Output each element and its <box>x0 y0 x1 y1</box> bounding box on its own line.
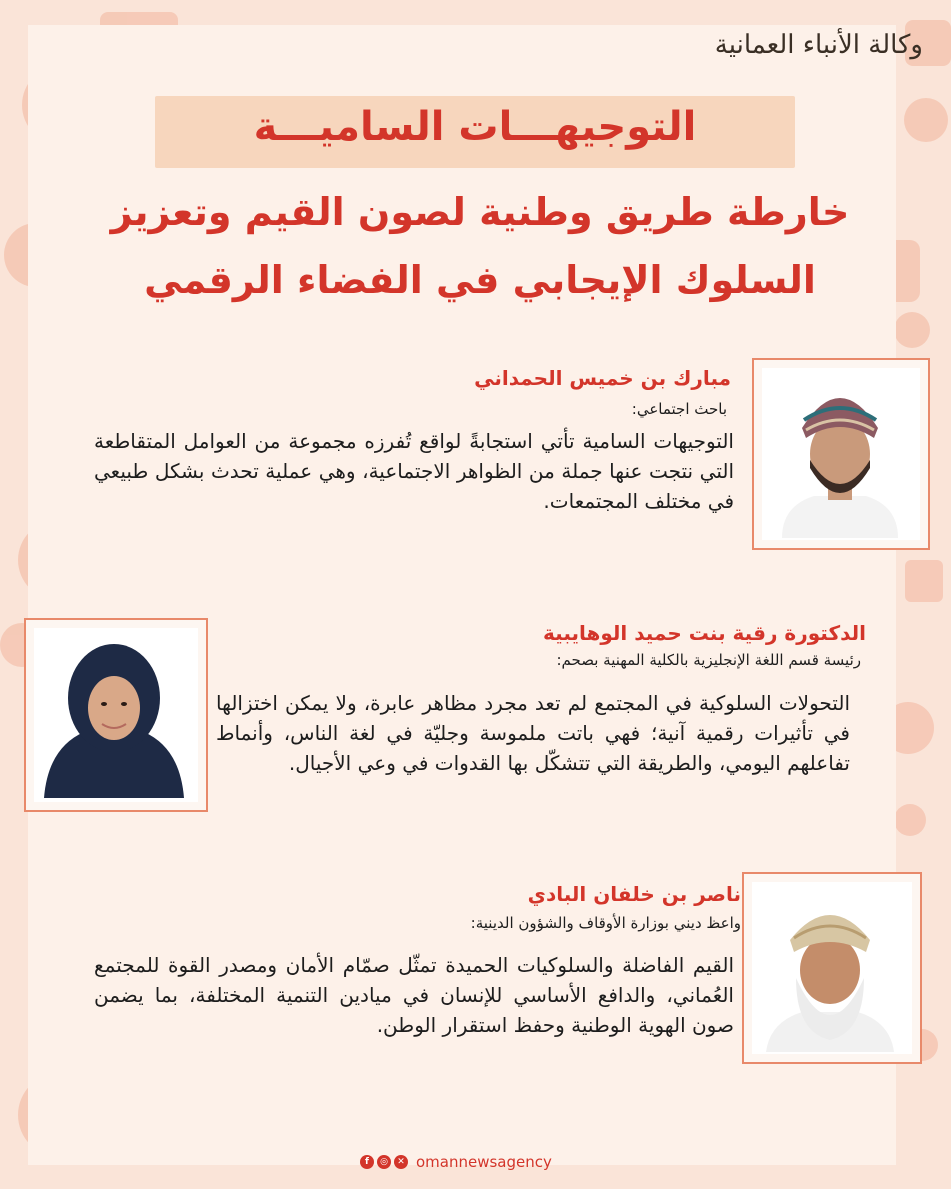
speaker-name: مبارك بن خميس الحمداني <box>474 366 731 390</box>
speaker-photo-frame <box>24 618 208 812</box>
speaker-quote: التحولات السلوكية في المجتمع لم تعد مجرد مظاهر عابرة، ولا يمكن اختزالها في تأثيرات رقمية آنية؛ فهي باتت ملموسة وجليّة في لغة الناس، وأنماط تفاعلهم اليومي، والطريقة التي تتشكّل بها القدوات في وعي الأجيال. <box>216 691 850 775</box>
speaker-photo <box>34 628 198 802</box>
speaker-role: واعظ ديني بوزارة الأوقاف والشؤون الدينية: <box>470 914 741 932</box>
instagram-icon[interactable]: ◎ <box>377 1155 391 1169</box>
speaker-role: رئيسة قسم اللغة الإنجليزية بالكلية المهنية بصحم: <box>556 651 861 669</box>
speaker-name: الدكتورة رقية بنت حميد الوهايبية <box>543 621 866 645</box>
speaker-photo-frame <box>742 872 922 1064</box>
subtitle-line-1: خارطة طريق وطنية لصون القيم وتعزيز <box>110 190 850 234</box>
x-icon[interactable]: ✕ <box>394 1155 408 1169</box>
speaker-photo-frame <box>752 358 930 550</box>
title-banner <box>155 96 795 168</box>
page-title: التوجيهـــات الساميـــة <box>253 104 697 150</box>
speaker-role: باحث اجتماعي: <box>631 400 727 418</box>
agency-logo: وكالة الأنباء العمانية <box>714 30 923 60</box>
speaker-photo <box>752 882 912 1054</box>
speaker-quote: التوجيهات السامية تأتي استجابةً لواقع تُفرزه مجموعة من العوامل المتقاطعة التي نتجت عنها جملة من الظواهر الاجتماعية، وهي عملية تحدث بشكل طبيعي في مختلف المجتمعات. <box>94 429 734 513</box>
subtitle-line-2: السلوك الإيجابي في الفضاء الرقمي <box>144 258 816 302</box>
social-footer <box>360 1153 552 1171</box>
social-handle[interactable]: omannewsagency <box>416 1153 552 1171</box>
speaker-name: ناصر بن خلفان البادي <box>527 882 741 906</box>
speaker-quote: القيم الفاضلة والسلوكيات الحميدة تمثّل صمّام الأمان ومصدر القوة للمجتمع العُماني، والدافع الأساسي للإنسان في ميادين التنمية المختلفة، بما يضمن صون الهوية الوطنية وحفظ استقرار الوطن. <box>94 953 734 1037</box>
speaker-photo <box>762 368 920 540</box>
facebook-icon[interactable]: f <box>360 1155 374 1169</box>
